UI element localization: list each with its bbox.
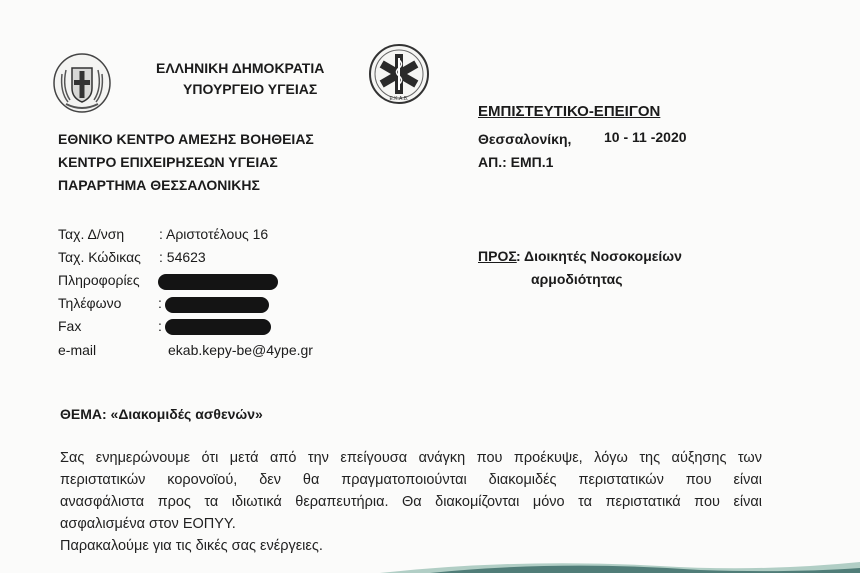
fax-label: Fax (58, 318, 82, 334)
redacted-fax-bar (165, 319, 271, 335)
republic-title: ΕΛΛΗΝΙΚΗ ΔΗΜΟΚΡΑΤΙΑ (156, 60, 325, 76)
subject-line: ΘΕΜΑ: «Διακομιδές ασθενών» (60, 406, 263, 422)
recipient-label: ΠΡΟΣ (478, 248, 517, 264)
recipient-line-1: : Διοικητές Νοσοκομείων (516, 248, 682, 264)
document-date: 10 - 11 -2020 (604, 129, 687, 145)
classification-label: ΕΜΠΙΣΤΕΥΤΙΚΟ-ΕΠΕΙΓΟΝ (478, 103, 661, 120)
body-line-4: ασφαλισμένα στον ΕΟΠΥΥ. (60, 516, 236, 532)
ministry-title: ΥΠΟΥΡΓΕΙΟ ΥΓΕΙΑΣ (183, 81, 318, 97)
ekab-star-of-life-icon (366, 42, 432, 111)
svg-text:Ε.Κ.Α.Β.: Ε.Κ.Α.Β. (389, 96, 409, 102)
redacted-phone-bar (165, 297, 269, 313)
body-line-2: περιστατικών κορονοϊού, δεν θα πραγματοποιούνται διακομιδές περιστατικών που είναι (60, 472, 762, 488)
body-line-3: ανασφάλιστα προς τα ιδιωτικά θεραπευτήρια. Θα διακομίζονται μόνο τα περιστατικά που είναι (60, 494, 762, 510)
fax-separator: : (158, 318, 162, 334)
body-line-1: Σας ενημερώνουμε ότι μετά από την επείγουσα ανάγκη που προέκυψε, λόγω της αύξησης των (60, 450, 762, 466)
postcode-value: : 54623 (159, 249, 206, 265)
phone-label: Τηλέφωνο (58, 295, 122, 311)
address-label: Ταχ. Δ/νση (58, 226, 125, 242)
info-label: Πληροφορίες (58, 272, 140, 288)
phone-separator: : (158, 295, 162, 311)
place-label: Θεσσαλονίκη, (478, 131, 572, 147)
address-value: : Αριστοτέλους 16 (159, 226, 269, 242)
email-value: ekab.kepy-be@4ype.gr (168, 342, 313, 358)
org-name-line-1: ΕΘΝΙΚΟ ΚΕΝΤΡΟ ΑΜΕΣΗΣ ΒΟΗΘΕΙΑΣ (58, 131, 314, 147)
recipient-line-2: αρμοδιότητας (531, 271, 623, 287)
footer-swoosh-decoration (0, 540, 860, 573)
body-line-5: Παρακαλούμε για τις δικές σας ενέργειες. (60, 538, 323, 554)
email-label: e-mail (58, 342, 97, 358)
greek-state-emblem-icon (52, 52, 112, 119)
org-name-line-3: ΠΑΡΑΡΤΗΜΑ ΘΕΣΣΑΛΟΝΙΚΗΣ (58, 177, 260, 193)
postcode-label: Ταχ. Κώδικας (58, 249, 141, 265)
org-name-line-2: ΚΕΝΤΡΟ ΕΠΙΧΕΙΡΗΣΕΩΝ ΥΓΕΙΑΣ (58, 154, 278, 170)
redacted-info-bar (158, 274, 278, 290)
protocol-number: ΑΠ.: ΕΜΠ.1 (478, 154, 554, 170)
